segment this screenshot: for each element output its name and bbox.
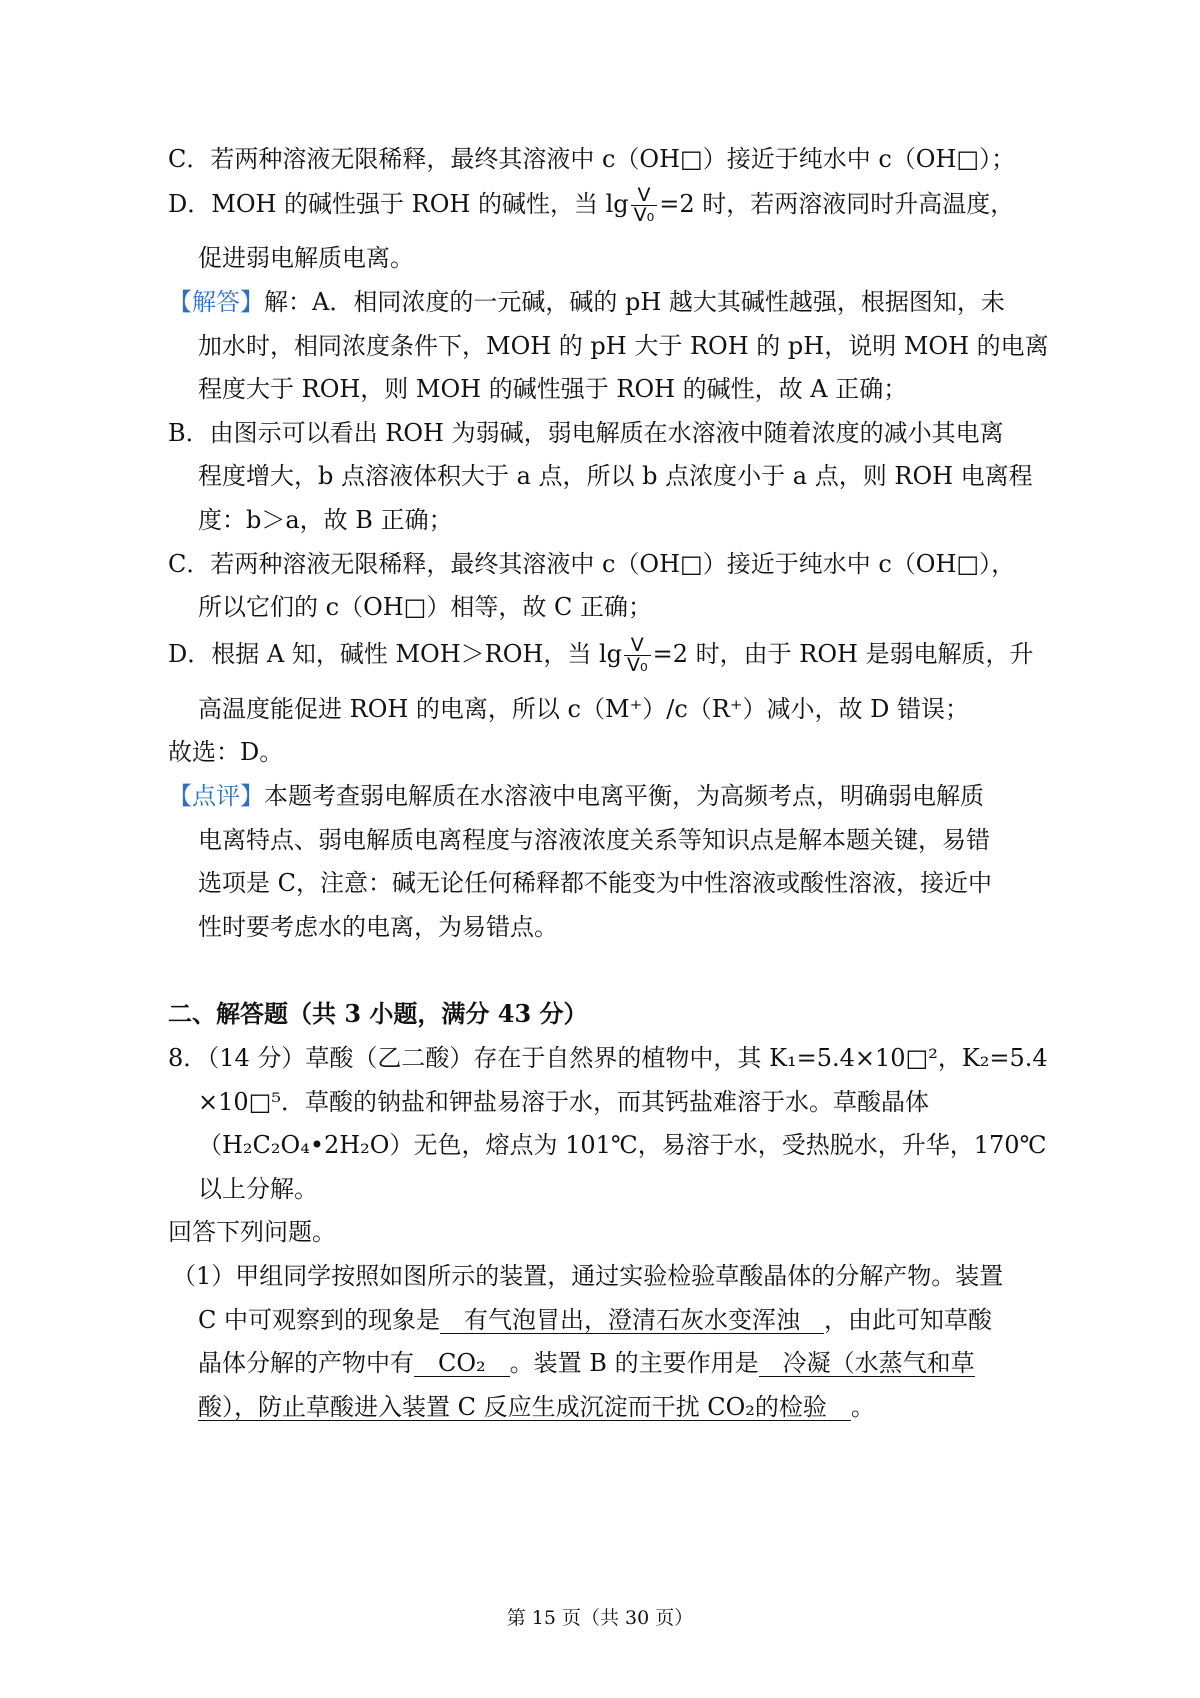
answer-c-line1: C．若两种溶液无限稀释，最终其溶液中 c（OH□）接近于纯水中 c（OH□）， [168, 550, 1016, 578]
answer-a-line3: 程度大于 ROH，则 MOH 的碱性强于 ROH 的碱性，故 A 正确； [198, 375, 908, 403]
log-fraction [631, 186, 658, 225]
answer-d-text-b: =2 时，由于 ROH 是弱电解质，升 [652, 640, 1034, 668]
part1-text-d: 。装置 B 的主要作用是 [509, 1349, 759, 1377]
part1-line4 [198, 1392, 1200, 1422]
question8-line3: （H₂C₂O₄•2H₂O）无色，熔点为 101℃，易溶于水，受热脱水，升华，170℃ [198, 1131, 1047, 1159]
answer-b-line1: B．由图示可以看出 ROH 为弱碱，弱电解质在水溶液中随着浓度的减小其电离 [168, 419, 1004, 447]
answer-d-line2: 高温度能促进 ROH 的电离，所以 c（M⁺）/c（R⁺）减小，故 D 错误； [198, 695, 970, 723]
question8-line2: ×10□⁵．草酸的钠盐和钾盐易溶于水，而其钙盐难溶于水。草酸晶体 [198, 1088, 929, 1116]
fraction-numerator: V [631, 186, 658, 206]
review-line1 [168, 781, 1200, 811]
fraction-denominator: V₀ [626, 654, 648, 676]
option-c-text: C．若两种溶液无限稀释，最终其溶液中 c（OH□）接近于纯水中 c（OH□）； [168, 145, 1016, 173]
answer-d-line1 [168, 636, 1200, 675]
review-line3: 选项是 C，注意：碱无论任何稀释都不能变为中性溶液或酸性溶液，接近中 [198, 869, 992, 897]
review-tag: 【点评】 [168, 782, 264, 810]
part1-text-c: 晶体分解的产物中有 [198, 1349, 414, 1377]
answer-header-line [168, 287, 1200, 317]
page-footer: 第 15 页（共 30 页） [506, 1607, 694, 1629]
answer-c-line2: 所以它们的 c（OH□）相等，故 C 正确； [198, 593, 652, 621]
choice-line: 故选：D。 [168, 738, 284, 766]
option-d-line [168, 186, 1200, 225]
answer-b-line3: 度：b＞a，故 B 正确； [198, 506, 453, 534]
part1-text-b: ，由此可知草酸 [824, 1306, 992, 1334]
option-d-continuation [198, 243, 1200, 273]
answer-d-text-a: D．根据 A 知，碱性 MOH＞ROH，当 lg [168, 640, 622, 668]
answer-blank-function-cont: 酸），防止草酸进入装置 C 反应生成沉淀而干扰 CO₂的检验 [198, 1393, 851, 1421]
part1-line2 [198, 1305, 1200, 1335]
log-fraction-2 [624, 636, 651, 675]
question8-line1: 8．（14 分）草酸（乙二酸）存在于自然界的植物中，其 K₁=5.4×10□²，K₂=5.4 [168, 1044, 1048, 1072]
section-heading: 二、解答题（共 3 小题，满分 43 分） [168, 999, 588, 1028]
prompt-line: 回答下列问题。 [168, 1218, 336, 1246]
part1-text-e: 。 [850, 1393, 875, 1421]
part1-text-a: C 中可观察到的现象是 [198, 1306, 440, 1334]
review-text1: 本题考查弱电解质在水溶液中电离平衡，为高频考点，明确弱电解质 [264, 782, 984, 810]
answer-blank-function: 冷凝（水蒸气和草 [758, 1349, 975, 1377]
part1-line1: （1）甲组同学按照如图所示的装置，通过实验检验草酸晶体的分解产物。装置 [172, 1262, 1004, 1290]
option-d-text-c: 促进弱电解质电离。 [198, 244, 414, 272]
question8-line4: 以上分解。 [198, 1175, 318, 1203]
answer-blank-product: CO₂ [414, 1349, 510, 1377]
option-d-text-a: D．MOH 的碱性强于 ROH 的碱性，当 lg [168, 190, 629, 218]
answer-b-line2: 程度增大，b 点溶液体积大于 a 点，所以 b 点浓度小于 a 点，则 ROH 电离程 [198, 462, 1033, 490]
review-line2: 电离特点、弱电解质电离程度与溶液浓度关系等知识点是解本题关键，易错 [198, 826, 990, 854]
option-c-line [168, 144, 1200, 174]
option-d-text-b: =2 时，若两溶液同时升高温度， [659, 190, 1015, 218]
answer-a-line2: 加水时，相同浓度条件下，MOH 的 pH 大于 ROH 的 pH，说明 MOH 的电离 [198, 332, 1049, 360]
answer-tag: 【解答】 [168, 288, 264, 316]
answer-blank-phenomenon: 有气泡冒出，澄清石灰水变浑浊 [440, 1306, 824, 1334]
part1-line3 [198, 1348, 1200, 1378]
answer-a-line1: 解：A．相同浓度的一元碱，碱的 pH 越大其碱性越强，根据图知，未 [264, 288, 1005, 316]
fraction-numerator: V [624, 636, 651, 656]
review-line4: 性时要考虑水的电离，为易错点。 [198, 913, 558, 941]
fraction-denominator: V₀ [633, 204, 655, 226]
